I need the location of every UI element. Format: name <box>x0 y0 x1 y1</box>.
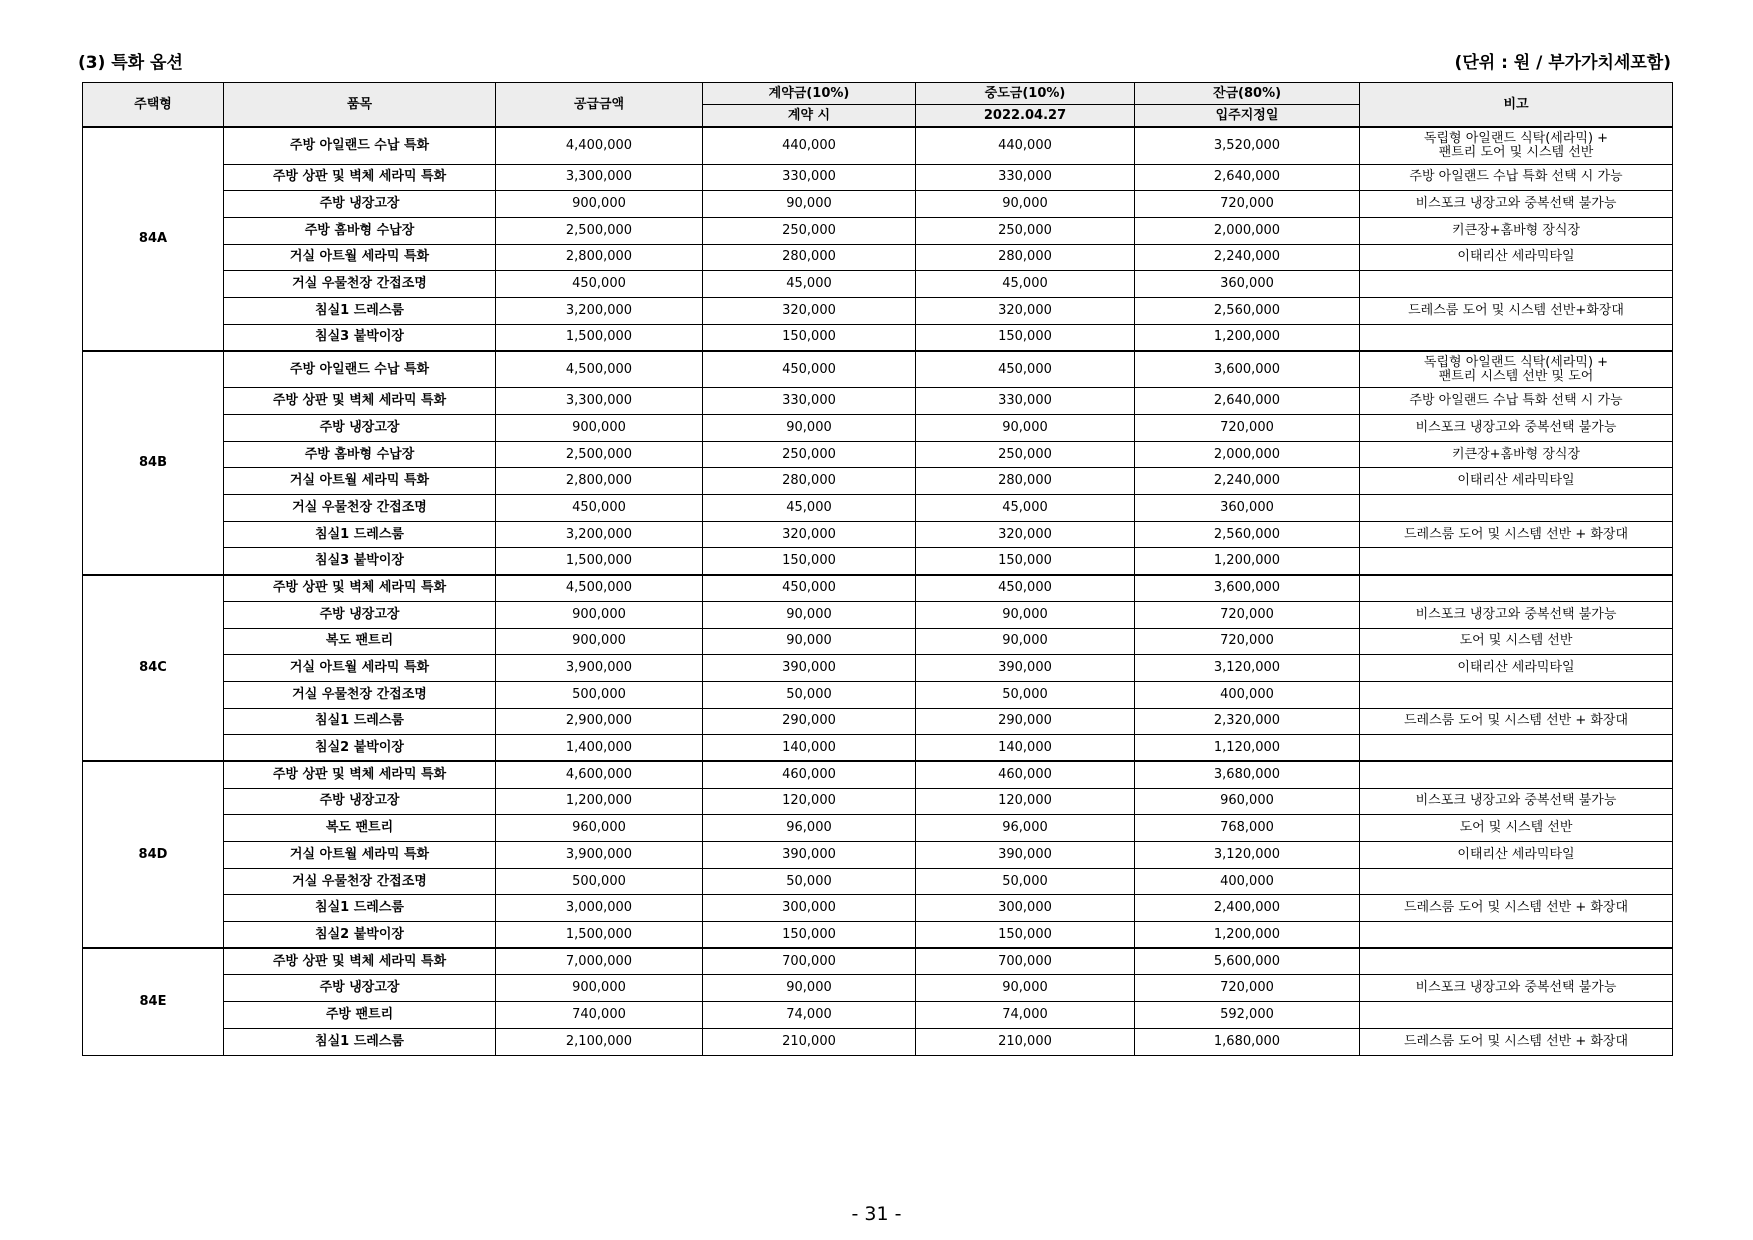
contract-cell: 150,000 <box>703 324 916 351</box>
item-cell: 주방 냉장고장 <box>224 415 496 442</box>
note-cell <box>1360 948 1673 975</box>
table-row <box>83 164 1673 191</box>
table-row <box>83 1028 1673 1055</box>
note-cell: 주방 아일랜드 수납 특화 선택 시 가능 <box>1360 388 1673 415</box>
balance-cell: 720,000 <box>1135 415 1360 442</box>
table-row <box>83 297 1673 324</box>
contract-cell: 150,000 <box>703 548 916 575</box>
supply-cell: 2,900,000 <box>496 708 703 735</box>
table-row <box>83 548 1673 575</box>
table-row <box>83 441 1673 468</box>
balance-cell: 360,000 <box>1135 495 1360 522</box>
header-balance-when: 입주지정일 <box>1135 105 1360 128</box>
note-cell: 비스포크 냉장고와 중복선택 불가능 <box>1360 415 1673 442</box>
note-cell: 비스포크 냉장고와 중복선택 불가능 <box>1360 788 1673 815</box>
middle-cell: 90,000 <box>916 975 1135 1002</box>
table-row <box>83 895 1673 922</box>
note-cell: 드레스룸 도어 및 시스템 선반 + 화장대 <box>1360 1028 1673 1055</box>
contract-cell: 96,000 <box>703 815 916 842</box>
table-row <box>83 815 1673 842</box>
supply-cell: 900,000 <box>496 191 703 218</box>
item-cell: 거실 우물천장 간접조명 <box>224 868 496 895</box>
item-cell: 거실 아트월 세라믹 특화 <box>224 655 496 682</box>
note-cell: 키큰장+홈바형 장식장 <box>1360 441 1673 468</box>
note-cell <box>1360 922 1673 949</box>
middle-cell: 460,000 <box>916 761 1135 788</box>
item-cell: 주방 상판 및 벽체 세라믹 특화 <box>224 164 496 191</box>
contract-cell: 50,000 <box>703 681 916 708</box>
supply-cell: 900,000 <box>496 628 703 655</box>
supply-cell: 3,900,000 <box>496 655 703 682</box>
supply-cell: 4,600,000 <box>496 761 703 788</box>
balance-cell: 360,000 <box>1135 271 1360 298</box>
item-cell: 복도 팬트리 <box>224 815 496 842</box>
note-cell: 이태리산 세라믹타일 <box>1360 842 1673 869</box>
supply-cell: 3,300,000 <box>496 164 703 191</box>
note-cell: 이태리산 세라믹타일 <box>1360 468 1673 495</box>
table-row <box>83 127 1673 164</box>
header-contract: 계약금(10%) <box>703 83 916 105</box>
contract-cell: 74,000 <box>703 1002 916 1029</box>
table-row <box>83 324 1673 351</box>
item-cell: 침실1 드레스룸 <box>224 1028 496 1055</box>
item-cell: 거실 아트월 세라믹 특화 <box>224 244 496 271</box>
note-cell: 독립형 아일랜드 식탁(세라믹) + 팬트리 시스템 선반 및 도어 <box>1360 351 1673 388</box>
note-cell: 주방 아일랜드 수납 특화 선택 시 가능 <box>1360 164 1673 191</box>
item-cell: 복도 팬트리 <box>224 628 496 655</box>
middle-cell: 330,000 <box>916 164 1135 191</box>
page-number: - 31 - <box>851 1203 902 1225</box>
supply-cell: 7,000,000 <box>496 948 703 975</box>
contract-cell: 120,000 <box>703 788 916 815</box>
balance-cell: 2,640,000 <box>1135 388 1360 415</box>
supply-cell: 1,400,000 <box>496 735 703 762</box>
item-cell: 거실 우물천장 간접조명 <box>224 495 496 522</box>
table-row <box>83 521 1673 548</box>
item-cell: 주방 상판 및 벽체 세라믹 특화 <box>224 948 496 975</box>
option-table <box>82 82 1673 1056</box>
middle-cell: 280,000 <box>916 244 1135 271</box>
contract-cell: 90,000 <box>703 628 916 655</box>
contract-cell: 250,000 <box>703 217 916 244</box>
header-balance: 잔금(80%) <box>1135 83 1360 105</box>
supply-cell: 3,000,000 <box>496 895 703 922</box>
note-cell <box>1360 324 1673 351</box>
balance-cell: 1,200,000 <box>1135 324 1360 351</box>
contract-cell: 290,000 <box>703 708 916 735</box>
balance-cell: 2,320,000 <box>1135 708 1360 735</box>
item-cell: 침실1 드레스룸 <box>224 297 496 324</box>
item-cell: 주방 상판 및 벽체 세라믹 특화 <box>224 575 496 602</box>
unit-type-cell: 84C <box>83 575 224 762</box>
table-row <box>83 681 1673 708</box>
balance-cell: 720,000 <box>1135 191 1360 218</box>
contract-cell: 90,000 <box>703 415 916 442</box>
item-cell: 주방 홈바형 수납장 <box>224 217 496 244</box>
table-row <box>83 601 1673 628</box>
supply-cell: 1,500,000 <box>496 922 703 949</box>
middle-cell: 450,000 <box>916 575 1135 602</box>
contract-cell: 45,000 <box>703 495 916 522</box>
table-row <box>83 388 1673 415</box>
middle-cell: 290,000 <box>916 708 1135 735</box>
middle-cell: 440,000 <box>916 127 1135 164</box>
contract-cell: 90,000 <box>703 191 916 218</box>
table-row <box>83 415 1673 442</box>
note-cell <box>1360 761 1673 788</box>
supply-cell: 4,400,000 <box>496 127 703 164</box>
item-cell: 거실 아트월 세라믹 특화 <box>224 468 496 495</box>
note-cell: 드레스룸 도어 및 시스템 선반 + 화장대 <box>1360 521 1673 548</box>
contract-cell: 90,000 <box>703 975 916 1002</box>
table-row <box>83 761 1673 788</box>
supply-cell: 3,200,000 <box>496 297 703 324</box>
balance-cell: 960,000 <box>1135 788 1360 815</box>
balance-cell: 400,000 <box>1135 868 1360 895</box>
section-title: (3) 특화 옵션 <box>78 53 183 73</box>
supply-cell: 1,200,000 <box>496 788 703 815</box>
item-cell: 주방 아일랜드 수납 특화 <box>224 127 496 164</box>
item-cell: 거실 우물천장 간접조명 <box>224 271 496 298</box>
item-cell: 거실 우물천장 간접조명 <box>224 681 496 708</box>
middle-cell: 45,000 <box>916 495 1135 522</box>
middle-cell: 700,000 <box>916 948 1135 975</box>
table-row <box>83 628 1673 655</box>
table-row <box>83 468 1673 495</box>
item-cell: 주방 아일랜드 수납 특화 <box>224 351 496 388</box>
balance-cell: 3,120,000 <box>1135 655 1360 682</box>
item-cell: 침실2 붙박이장 <box>224 922 496 949</box>
unit-type-cell: 84D <box>83 761 224 948</box>
table-row <box>83 217 1673 244</box>
contract-cell: 330,000 <box>703 164 916 191</box>
item-cell: 주방 상판 및 벽체 세라믹 특화 <box>224 388 496 415</box>
balance-cell: 400,000 <box>1135 681 1360 708</box>
note-cell <box>1360 1002 1673 1029</box>
balance-cell: 1,200,000 <box>1135 922 1360 949</box>
balance-cell: 3,520,000 <box>1135 127 1360 164</box>
item-cell: 주방 팬트리 <box>224 1002 496 1029</box>
note-cell: 드레스룸 도어 및 시스템 선반 + 화장대 <box>1360 708 1673 735</box>
item-cell: 주방 냉장고장 <box>224 975 496 1002</box>
supply-cell: 740,000 <box>496 1002 703 1029</box>
middle-cell: 45,000 <box>916 271 1135 298</box>
table-row <box>83 708 1673 735</box>
balance-cell: 2,240,000 <box>1135 468 1360 495</box>
supply-cell: 500,000 <box>496 681 703 708</box>
contract-cell: 140,000 <box>703 735 916 762</box>
note-cell: 이태리산 세라믹타일 <box>1360 244 1673 271</box>
balance-cell: 3,120,000 <box>1135 842 1360 869</box>
middle-cell: 300,000 <box>916 895 1135 922</box>
balance-cell: 720,000 <box>1135 601 1360 628</box>
table-row <box>83 948 1673 975</box>
middle-cell: 120,000 <box>916 788 1135 815</box>
middle-cell: 50,000 <box>916 681 1135 708</box>
supply-cell: 2,500,000 <box>496 441 703 468</box>
unit-type-cell: 84A <box>83 127 224 351</box>
supply-cell: 3,300,000 <box>496 388 703 415</box>
supply-cell: 960,000 <box>496 815 703 842</box>
balance-cell: 3,600,000 <box>1135 351 1360 388</box>
contract-cell: 700,000 <box>703 948 916 975</box>
supply-cell: 3,200,000 <box>496 521 703 548</box>
note-cell <box>1360 735 1673 762</box>
supply-cell: 900,000 <box>496 601 703 628</box>
balance-cell: 768,000 <box>1135 815 1360 842</box>
middle-cell: 90,000 <box>916 628 1135 655</box>
balance-cell: 720,000 <box>1135 975 1360 1002</box>
middle-cell: 150,000 <box>916 922 1135 949</box>
middle-cell: 74,000 <box>916 1002 1135 1029</box>
group-84b <box>83 351 1673 575</box>
group-84d <box>83 761 1673 948</box>
item-cell: 침실1 드레스룸 <box>224 521 496 548</box>
middle-cell: 280,000 <box>916 468 1135 495</box>
balance-cell: 2,560,000 <box>1135 521 1360 548</box>
note-cell: 드레스룸 도어 및 시스템 선반+화장대 <box>1360 297 1673 324</box>
item-cell: 주방 홈바형 수납장 <box>224 441 496 468</box>
supply-cell: 2,800,000 <box>496 244 703 271</box>
balance-cell: 5,600,000 <box>1135 948 1360 975</box>
table-row <box>83 575 1673 602</box>
table-row <box>83 842 1673 869</box>
note-cell: 도어 및 시스템 선반 <box>1360 628 1673 655</box>
contract-cell: 320,000 <box>703 297 916 324</box>
middle-cell: 50,000 <box>916 868 1135 895</box>
contract-cell: 440,000 <box>703 127 916 164</box>
item-cell: 주방 냉장고장 <box>224 788 496 815</box>
contract-cell: 90,000 <box>703 601 916 628</box>
table-row <box>83 655 1673 682</box>
supply-cell: 1,500,000 <box>496 548 703 575</box>
contract-cell: 390,000 <box>703 655 916 682</box>
table-row <box>83 495 1673 522</box>
middle-cell: 330,000 <box>916 388 1135 415</box>
middle-cell: 150,000 <box>916 324 1135 351</box>
item-cell: 주방 냉장고장 <box>224 601 496 628</box>
note-cell: 도어 및 시스템 선반 <box>1360 815 1673 842</box>
balance-cell: 720,000 <box>1135 628 1360 655</box>
balance-cell: 3,680,000 <box>1135 761 1360 788</box>
group-84e <box>83 948 1673 1055</box>
unit-note: (단위 : 원 / 부가가치세포함) <box>1454 53 1671 73</box>
header-type: 주택형 <box>83 83 224 128</box>
supply-cell: 900,000 <box>496 415 703 442</box>
middle-cell: 90,000 <box>916 191 1135 218</box>
note-cell: 비스포크 냉장고와 중복선택 불가능 <box>1360 601 1673 628</box>
unit-type-cell: 84E <box>83 948 224 1055</box>
balance-cell: 1,120,000 <box>1135 735 1360 762</box>
contract-cell: 330,000 <box>703 388 916 415</box>
item-cell: 침실3 붙박이장 <box>224 548 496 575</box>
table-row <box>83 1002 1673 1029</box>
supply-cell: 450,000 <box>496 495 703 522</box>
balance-cell: 1,200,000 <box>1135 548 1360 575</box>
note-cell: 이태리산 세라믹타일 <box>1360 655 1673 682</box>
contract-cell: 50,000 <box>703 868 916 895</box>
header-note: 비고 <box>1360 83 1673 128</box>
note-cell <box>1360 271 1673 298</box>
note-cell <box>1360 681 1673 708</box>
header-contract-when: 계약 시 <box>703 105 916 128</box>
table-row <box>83 788 1673 815</box>
supply-cell: 2,800,000 <box>496 468 703 495</box>
note-cell: 독립형 아일랜드 식탁(세라믹) + 팬트리 도어 및 시스템 선반 <box>1360 127 1673 164</box>
table-row <box>83 922 1673 949</box>
header-middle-when: 2022.04.27 <box>916 105 1135 128</box>
contract-cell: 460,000 <box>703 761 916 788</box>
middle-cell: 90,000 <box>916 601 1135 628</box>
item-cell: 침실1 드레스룸 <box>224 708 496 735</box>
balance-cell: 3,600,000 <box>1135 575 1360 602</box>
contract-cell: 45,000 <box>703 271 916 298</box>
contract-cell: 210,000 <box>703 1028 916 1055</box>
middle-cell: 390,000 <box>916 655 1135 682</box>
contract-cell: 450,000 <box>703 351 916 388</box>
table-row <box>83 975 1673 1002</box>
item-cell: 주방 냉장고장 <box>224 191 496 218</box>
group-84a <box>83 127 1673 351</box>
supply-cell: 3,900,000 <box>496 842 703 869</box>
table-row <box>83 244 1673 271</box>
balance-cell: 592,000 <box>1135 1002 1360 1029</box>
supply-cell: 1,500,000 <box>496 324 703 351</box>
supply-cell: 500,000 <box>496 868 703 895</box>
balance-cell: 2,560,000 <box>1135 297 1360 324</box>
note-cell <box>1360 575 1673 602</box>
contract-cell: 320,000 <box>703 521 916 548</box>
balance-cell: 2,000,000 <box>1135 441 1360 468</box>
middle-cell: 320,000 <box>916 521 1135 548</box>
table-header <box>83 83 1673 128</box>
balance-cell: 1,680,000 <box>1135 1028 1360 1055</box>
middle-cell: 140,000 <box>916 735 1135 762</box>
contract-cell: 280,000 <box>703 468 916 495</box>
note-cell: 드레스룸 도어 및 시스템 선반 + 화장대 <box>1360 895 1673 922</box>
contract-cell: 150,000 <box>703 922 916 949</box>
table-row <box>83 271 1673 298</box>
group-84c <box>83 575 1673 762</box>
balance-cell: 2,000,000 <box>1135 217 1360 244</box>
middle-cell: 90,000 <box>916 415 1135 442</box>
balance-cell: 2,240,000 <box>1135 244 1360 271</box>
table-row <box>83 735 1673 762</box>
balance-cell: 2,640,000 <box>1135 164 1360 191</box>
supply-cell: 900,000 <box>496 975 703 1002</box>
contract-cell: 390,000 <box>703 842 916 869</box>
middle-cell: 320,000 <box>916 297 1135 324</box>
item-cell: 침실3 붙박이장 <box>224 324 496 351</box>
item-cell: 침실1 드레스룸 <box>224 895 496 922</box>
contract-cell: 250,000 <box>703 441 916 468</box>
contract-cell: 450,000 <box>703 575 916 602</box>
contract-cell: 300,000 <box>703 895 916 922</box>
header-supply: 공급금액 <box>496 83 703 128</box>
middle-cell: 450,000 <box>916 351 1135 388</box>
item-cell: 주방 상판 및 벽체 세라믹 특화 <box>224 761 496 788</box>
middle-cell: 250,000 <box>916 441 1135 468</box>
middle-cell: 150,000 <box>916 548 1135 575</box>
contract-cell: 280,000 <box>703 244 916 271</box>
note-cell: 비스포크 냉장고와 중복선택 불가능 <box>1360 191 1673 218</box>
supply-cell: 2,500,000 <box>496 217 703 244</box>
header-item: 품목 <box>224 83 496 128</box>
middle-cell: 210,000 <box>916 1028 1135 1055</box>
note-cell <box>1360 868 1673 895</box>
table-row <box>83 351 1673 388</box>
table-row <box>83 868 1673 895</box>
middle-cell: 390,000 <box>916 842 1135 869</box>
header-middle: 중도금(10%) <box>916 83 1135 105</box>
supply-cell: 450,000 <box>496 271 703 298</box>
middle-cell: 96,000 <box>916 815 1135 842</box>
table-row <box>83 191 1673 218</box>
unit-type-cell: 84B <box>83 351 224 575</box>
note-cell <box>1360 495 1673 522</box>
note-cell: 키큰장+홈바형 장식장 <box>1360 217 1673 244</box>
supply-cell: 2,100,000 <box>496 1028 703 1055</box>
item-cell: 침실2 붙박이장 <box>224 735 496 762</box>
middle-cell: 250,000 <box>916 217 1135 244</box>
note-cell <box>1360 548 1673 575</box>
balance-cell: 2,400,000 <box>1135 895 1360 922</box>
supply-cell: 4,500,000 <box>496 575 703 602</box>
supply-cell: 4,500,000 <box>496 351 703 388</box>
item-cell: 거실 아트월 세라믹 특화 <box>224 842 496 869</box>
note-cell: 비스포크 냉장고와 중복선택 불가능 <box>1360 975 1673 1002</box>
